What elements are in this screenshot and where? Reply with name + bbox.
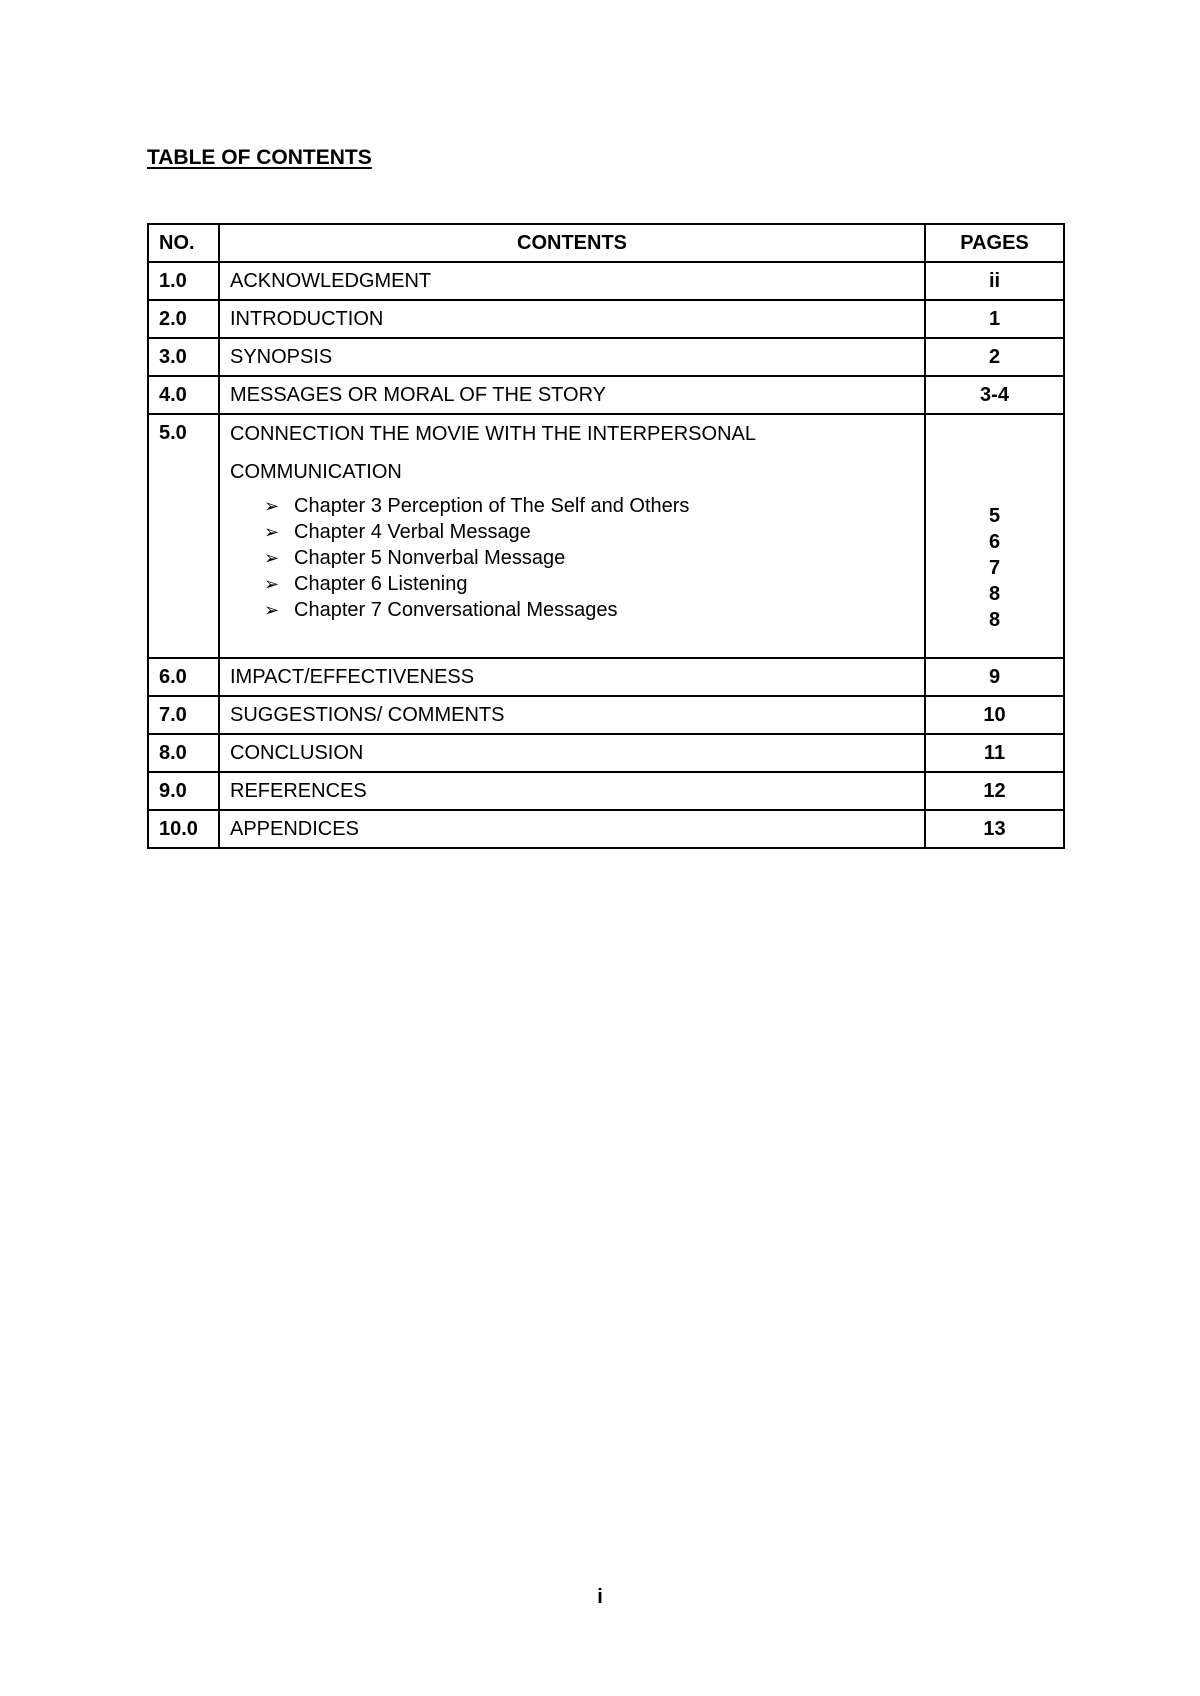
row-pages: 12 xyxy=(925,772,1064,810)
chapter-label: Chapter 5 Nonverbal Message xyxy=(294,547,566,569)
table-row xyxy=(148,810,1064,848)
row-contents: INTRODUCTION xyxy=(219,300,925,338)
row-pages: 11 xyxy=(925,734,1064,772)
list-item xyxy=(264,571,914,597)
row-no: 3.0 xyxy=(148,338,219,376)
table-row-section-5 xyxy=(148,414,1064,658)
arrow-bullet-icon: ➢ xyxy=(264,548,280,568)
table-row xyxy=(148,734,1064,772)
row-no: 1.0 xyxy=(148,262,219,300)
row-pages: 13 xyxy=(925,810,1064,848)
list-item xyxy=(264,597,914,623)
row-no: 4.0 xyxy=(148,376,219,414)
section-5-title-line-2: COMMUNICATION xyxy=(230,461,402,483)
row-no: 2.0 xyxy=(148,300,219,338)
list-item xyxy=(264,493,914,519)
chapter-page: 5 xyxy=(988,505,1001,527)
row-contents: ACKNOWLEDGMENT xyxy=(219,262,925,300)
row-contents: SUGGESTIONS/ COMMENTS xyxy=(219,696,925,734)
row-pages: 3-4 xyxy=(925,376,1064,414)
row-contents: IMPACT/EFFECTIVENESS xyxy=(219,658,925,696)
row-no: 10.0 xyxy=(148,810,219,848)
row-contents: SYNOPSIS xyxy=(219,338,925,376)
header-pages: PAGES xyxy=(925,224,1064,262)
table-row xyxy=(148,658,1064,696)
chapter-page: 7 xyxy=(988,557,1001,579)
table-row xyxy=(148,262,1064,300)
chapter-label: Chapter 6 Listening xyxy=(294,573,468,595)
row-pages: 1 xyxy=(925,300,1064,338)
chapter-page: 8 xyxy=(988,583,1001,605)
list-item xyxy=(264,519,914,545)
row-pages: 9 xyxy=(925,658,1064,696)
page-number: i xyxy=(597,1586,603,1608)
row-no: 9.0 xyxy=(148,772,219,810)
chapter-label: Chapter 7 Conversational Messages xyxy=(294,599,618,621)
toc-table xyxy=(147,223,1065,849)
table-row xyxy=(148,772,1064,810)
row-no: 6.0 xyxy=(148,658,219,696)
row-no: 8.0 xyxy=(148,734,219,772)
arrow-bullet-icon: ➢ xyxy=(264,496,280,516)
row-no: 7.0 xyxy=(148,696,219,734)
chapter-label: Chapter 4 Verbal Message xyxy=(294,521,531,543)
row-contents: APPENDICES xyxy=(219,810,925,848)
section-5-title-line-1: CONNECTION THE MOVIE WITH THE INTERPERSONAL xyxy=(230,423,756,445)
table-row xyxy=(148,696,1064,734)
row-pages: 10 xyxy=(925,696,1064,734)
arrow-bullet-icon: ➢ xyxy=(264,600,280,620)
chapter-page-list xyxy=(936,503,1053,633)
table-row xyxy=(148,300,1064,338)
row-no: 5.0 xyxy=(148,414,219,658)
list-item xyxy=(264,545,914,571)
row-contents-section-5 xyxy=(219,414,925,658)
chapter-page: 6 xyxy=(988,531,1001,553)
row-contents: MESSAGES OR MORAL OF THE STORY xyxy=(219,376,925,414)
header-no: NO. xyxy=(148,224,219,262)
row-pages-section-5 xyxy=(925,414,1064,658)
row-contents: REFERENCES xyxy=(219,772,925,810)
arrow-bullet-icon: ➢ xyxy=(264,522,280,542)
table-row xyxy=(148,376,1064,414)
row-pages: 2 xyxy=(925,338,1064,376)
chapter-label: Chapter 3 Perception of The Self and Others xyxy=(294,495,690,517)
page-title: TABLE OF CONTENTS xyxy=(147,146,372,169)
chapter-page: 8 xyxy=(988,609,1001,631)
arrow-bullet-icon: ➢ xyxy=(264,574,280,594)
table-header-row xyxy=(148,224,1064,262)
row-pages: ii xyxy=(925,262,1064,300)
header-contents: CONTENTS xyxy=(219,224,925,262)
table-row xyxy=(148,338,1064,376)
row-contents: CONCLUSION xyxy=(219,734,925,772)
chapter-list xyxy=(264,493,914,623)
